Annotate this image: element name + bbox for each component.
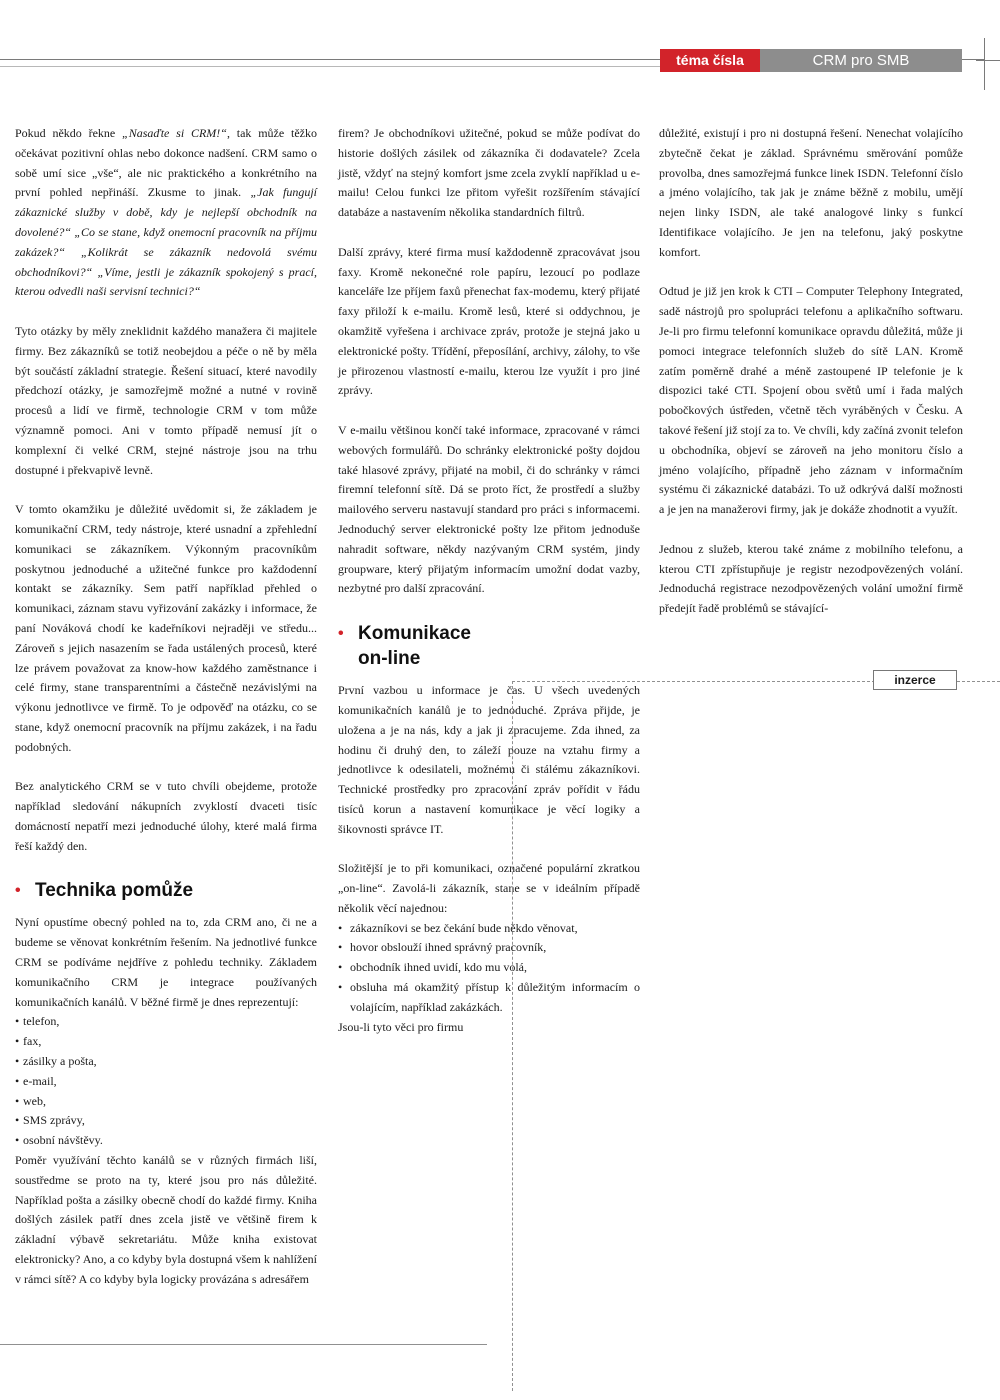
paragraph: Nyní opustíme obecný pohled na to, zda CRM ano, či ne a budeme se věnovat konkrétním řešením. Na jednotlivé funkce CRM se podíváme nejdříve z pohledu techniky. Základem komunikačního CRM je integrace používaných komunikačních kanálů. V běžné firmě je dnes reprezentují: <box>15 915 317 1009</box>
list-item: • osobní návštěvy. <box>15 1131 317 1151</box>
heading-bullet-icon: • <box>15 882 21 900</box>
column-2 <box>338 124 640 1037</box>
paragraph: Složitější je to při komunikaci, označené populární zkratkou „on-line“. Zavolá-li zákazník, stane se v ideálním případě několik věcí najednou: <box>338 861 640 915</box>
paragraph: Bez analytického CRM se v tuto chvíli obejdeme, protože například sledování nákupních zvyklostí dvaceti tisíc domácností nepatří mezi jednoduché úlohy, které malá firma řeší každý den. <box>15 779 317 853</box>
intro-paragraph <box>15 124 317 302</box>
paragraph: Odtud je již jen krok k CTI – Computer Telephony Integrated, sadě nástrojů pro spolupráci telefonu a aplikačního softwaru. Je-li pro firmu telefonní komunikace opravdu důležitá, může ji pomoci integrace telefonních služeb do sítě LAN. Kromě zatím poměrně drahé a méně zastoupené IP telefonie je k dispozici také CTI. Spojení obou světů umí i řada malých pobočkových ústředen, včetně těch vyráběných v Česku. A takové řešení již stojí za to. Ve chvíli, kdy začíná zvonit telefon u obchodníka, objeví se zároveň na jeho monitoru číslo a jméno volajícího, případně jeho záznam v informačním systému či zákaznické databázi. To už odkrývá další možnosti a je jen na manažerovi firmy, jak je dokáže zhodnotit a využít. <box>659 284 964 517</box>
list-item: • SMS zprávy, <box>15 1111 317 1131</box>
section-heading-komunikace <box>338 621 640 671</box>
column-3 <box>659 124 963 639</box>
footer-rule <box>0 1344 487 1345</box>
crop-mark-vertical <box>984 38 985 90</box>
paragraph: V e-mailu většinou končí také informace, zpracované v rámci webových formulářů. Do schránky elektronické pošty dojdou také hlasové zprávy, přijaté na mobil, či do schránky v rámci firemní telefonní sítě. Dá se proto říct, že prostředí a služby mailového serveru nastavují standard pro práci s informacemi. Jednoduchý server elektronické pošty lze přitom jednoduše nahradit software, někdy nazývaným CRM systém, jindy groupware, který přijatým informacím umožní dodat vazby, nezbytné pro další zpracování. <box>338 422 640 596</box>
paragraph: Další zprávy, které firma musí každodenně zpracovávat jsou faxy. Kromě nekonečné role papíru, lezoucí po podlaze kanceláře lze příjem faxů přenechat fax-modemu, který přijaté faxy přiloží k e-mailu. Kromě lesů, které si oddychnou, je okamžitě vyřešena i archivace zpráv, protože je stejná jako u elektronické pošty. Třídění, přeposílání, archivy, zálohy, to vše je přirozenou vlastností e-mailu, kterou lze využít i pro jiné zprávy. <box>338 244 640 398</box>
column-1 <box>15 124 317 1290</box>
call-benefits-list <box>338 919 640 1018</box>
paragraph: První vazbou u informace je čas. U všech uvedených komunikačních kanálů je to jednoduché. Zpráva přijde, je uložena a je na nás, kdy a jak ji zpracujeme. Zda ihned, za hodinu či druhý den, to záleží pouze na vztahu firmy a jednotlivce k odesilateli, možnému či stálému zákazníkovi. Technické prostředky pro zpracování zpráv pořídit v řádu tisíců korun a nastavení komunikace je věcí logiky a šikovnosti správce IT. <box>338 683 640 836</box>
heading-text: Technika pomůže <box>35 880 194 902</box>
list-item: • web, <box>15 1092 317 1112</box>
list-item: • fax, <box>15 1032 317 1052</box>
paragraph: Poměr využívání těchto kanálů se v různých firmách liší, soustředme se proto na ty, které jsou pro nás důležité. Například pošta a zásilky obecně chodí do každé firmy. Kniha došlých zásilek patří dnes zcela jistě ve většině firem k základní výbavě sekretariátu. Může kniha existovat elektronicky? Ano, a co kdyby byla dostupná všem k nahlížení v rámci sítě? A co kdyby byla logicky provázána s adresářem <box>15 1153 317 1286</box>
section-label: téma čísla <box>660 49 760 72</box>
list-item: • e-mail, <box>15 1072 317 1092</box>
paragraph: Jsou-li tyto věci pro firmu <box>338 1019 464 1034</box>
list-item: • obchodník ihned uvidí, kdo mu volá, <box>338 958 640 978</box>
list-item: • hovor obslouží ihned správný pracovník, <box>338 938 640 958</box>
list-item: • telefon, <box>15 1012 317 1032</box>
intro-quote: „Nasaďte si CRM!“ <box>122 126 227 140</box>
crop-mark-horizontal <box>976 60 1000 61</box>
list-item: • zákazníkovi se bez čekání bude někdo věnovat, <box>338 919 640 939</box>
list-item: • zásilky a pošta, <box>15 1052 317 1072</box>
paragraph: firem? Je obchodníkovi užitečné, pokud se může podívat do historie došlých zásilek od zákazníka či dodavatele? Zcela jistě, vždyť na stejný komfort jsme zcela zvyklí například u e-mailu! Celou funkci lze přitom vyřešit rozšířením stávající databáze a nastavením několika standardních filtrů. <box>338 126 640 220</box>
heading-bullet-icon: • <box>338 625 344 643</box>
ad-frame-left <box>512 681 513 1391</box>
list-item: • obsluha má okamžitý přístup k důležitým informacím o volajícím, například zakázkách. <box>338 978 640 1018</box>
section-heading-technika <box>15 878 317 903</box>
paragraph: Jednou z služeb, kterou také známe z mobilního telefonu, a kterou CTI zpřístupňuje je registr nezodpovězených volání. Jednoduchá registrace nezodpovězených volání umožní firmě předejít řadě problémů se stávající- <box>659 541 963 616</box>
paragraph: důležité, existují i pro ni dostupná řešení. Nenechat volajícího zbytečně čekat je základ. Správnému směrování pomůže provolba, dnes samozřejmá funkce linek ISDN. Telefonní číslo a jméno volajícího, tak jak je známe běžně z mobilu, umějí nejen linky ISDN, ale také analogové linky s funkcí Identifikace volajícího. Je jen na telefonu, jaký poskytne komfort. <box>659 126 963 259</box>
topic-label: CRM pro SMB <box>760 49 962 72</box>
heading-text: Komunikace on-line <box>358 623 471 670</box>
paragraph: V tomto okamžiku je důležité uvědomit si, že základem je komunikační CRM, tedy nástroje, které usnadní a zpřehlední komunikaci se zákazníkem. Výkonným pracovníkům poskytnou jednoduché a užitečné funkce pro každodenní kontakt se zákazníky. Sem patří například přehled o komunikaci, záznam stavu vyřizování zakázky i informace, že paní Nováková chodí ke kadeřníkovi nejraději ve středu... Zároveň s jejich nasazením se řada ustálených procesů, které lze právem považovat za know-how každého zaměstnance i celé firmy, stane transparentními a částečně nezávislými na výkonu jednotlivce ve firmě. To je odpověď na otázku, co se stane, když onemocní pracovník na příjmu zakázek, i na řadu podobných. <box>15 502 317 754</box>
channel-list <box>15 1012 317 1151</box>
ad-label: inzerce <box>873 670 957 690</box>
intro-text-cont: , tak může těžko očekávat pozitivní ohlas nebo dokonce nadšení. CRM samo o sobě umí sice „vše“, ale nic praktického a konkrétního na první pohled nepřináší. Zkusme to jinak. <box>15 126 317 200</box>
paragraph: Tyto otázky by měly zneklidnit každého manažera či majitele firmy. Bez zákazníků se totiž neobejdou a péče o ně by měla být součástí základní strategie. Řešení situací, které navodily předchozí otázky, je samozřejmě možné a nutné v rovině procesů a lidí ve firmě, technologie CRM v tom může významně pomoci. Ani v tomto případě nemusí jít o komplexní či velké CRM, stejné nástroje jsou na trhu dostupné i překvapivě levně. <box>15 323 317 477</box>
intro-text: Pokud někdo řekne <box>15 126 123 140</box>
intro-questions: „Jak fungují zákaznické služby v době, kdy je nejlepší obchodník na dovolené?“ „Co se stane, když onemocní pracovník na příjmu zakázek?“ „Kolikrát se zákazník nedovolá svému obchodníkovi?“ „Víme, jestli je zákazník spokojený s prací, kterou odvedli naši servisní technici?“ <box>15 185 318 299</box>
header-rule-secondary <box>0 66 660 67</box>
